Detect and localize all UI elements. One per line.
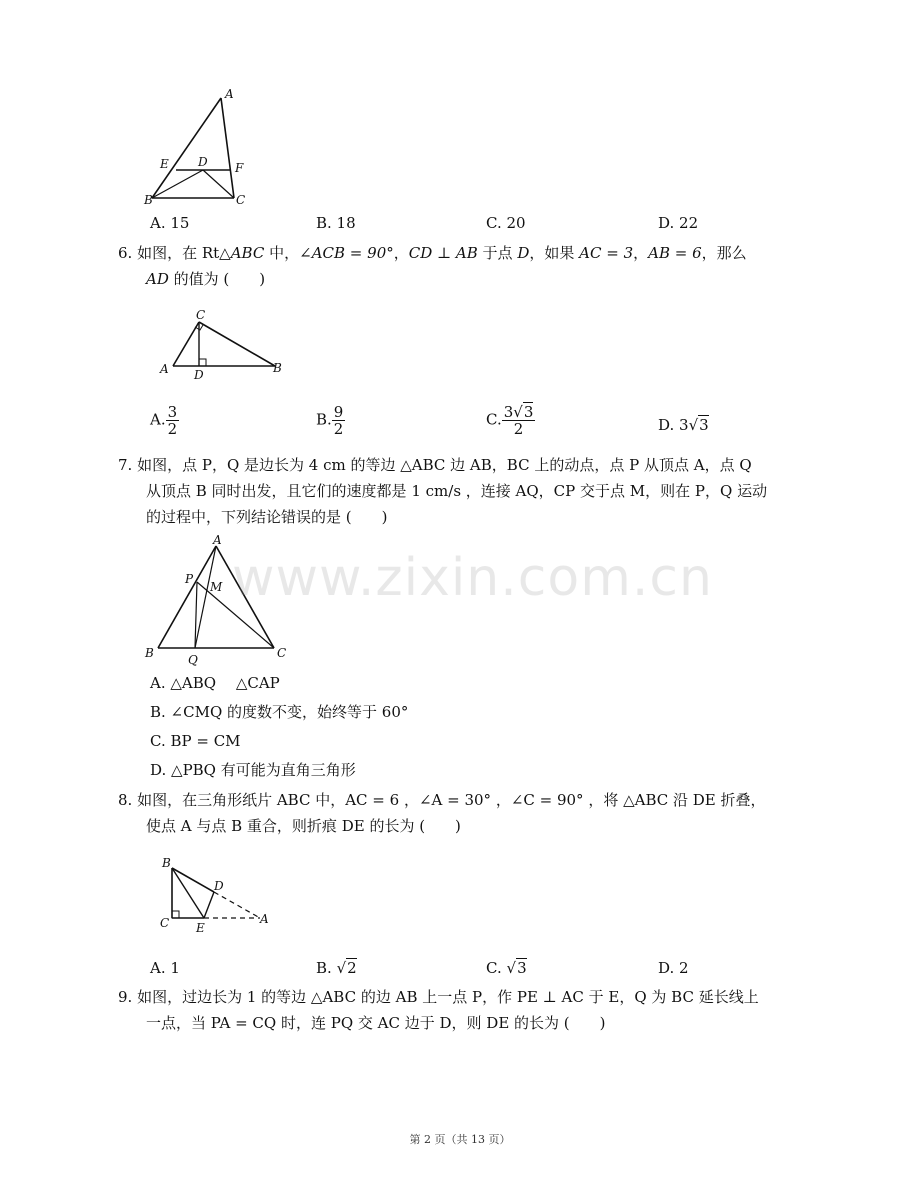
q8-edge-de	[204, 892, 214, 918]
q7-stem-line1: 7. 如图，点 P，Q 是边长为 4 cm 的等边 △ABC 边 AB，BC 上的动点，点 P 从顶点 A，点 Q	[118, 456, 752, 474]
q5-label-d: D	[198, 155, 208, 169]
q9-stem-line2: 一点，当 PA = CQ 时，连 PQ 交 AC 边于 D，则 DE 的长为 ( )	[146, 1014, 606, 1032]
watermark: www.zixin.com.cn	[232, 548, 713, 608]
q5-edge-dc	[203, 170, 234, 198]
q6-option-b: B. $\frac{9}{2}$	[316, 403, 344, 438]
q5-option-a: A. 15	[150, 214, 190, 232]
q7-stem-line3: 的过程中，下列结论错误的是 ( )	[146, 508, 388, 526]
q8-edge-bd	[172, 868, 214, 892]
q5-edge-bd	[152, 170, 203, 198]
q6-stem-line2: AD 的值为 ( )	[146, 270, 266, 288]
q6-right-angle-d	[199, 359, 206, 366]
q8-stem-line2: 使点 A 与点 B 重合，则折痕 DE 的长为 ( )	[146, 817, 461, 835]
q8-option-c: C. √3	[486, 959, 527, 977]
q8-option-b: B. √2	[316, 959, 357, 977]
q5-edge-ac	[221, 98, 234, 198]
q5-label-e: E	[160, 157, 169, 171]
q5-label-b: B	[144, 193, 153, 207]
q7-label-p: P	[185, 572, 194, 586]
q6-label-b: B	[273, 361, 282, 375]
q7-stem-line2: 从顶点 B 同时出发，且它们的速度都是 1 cm/s ，连接 AQ，CP 交于点 M，则在 P，Q 运动	[146, 482, 768, 500]
q8-right-angle-c	[172, 911, 179, 918]
q5-figure	[140, 86, 260, 210]
q6-edge-ac	[173, 322, 199, 366]
q6-option-a: A. $\frac{3}{2}$	[150, 403, 178, 438]
q6-edge-cb	[199, 322, 275, 366]
page-footer: 第 2 页（共 13 页）	[409, 1133, 511, 1146]
q8-label-b: B	[162, 856, 171, 870]
q6-label-a: A	[160, 362, 169, 376]
q7-option-d: D. △PBQ 有可能为直角三角形	[150, 761, 356, 779]
q9-stem-line1: 9. 如图，过边长为 1 的等边 △ABC 的边 AB 上一点 P，作 PE ⊥ AC 于 E，Q 为 BC 延长线上	[118, 988, 759, 1006]
q6-stem-line1: 6. 如图，在 Rt△ABC 中，∠ACB = 90°，CD ⊥ AB 于点 D，如果 AC = 3，AB = 6，那么	[118, 244, 747, 262]
q8-label-d: D	[214, 879, 224, 893]
q8-stem-line1: 8. 如图，在三角形纸片 ABC 中，AC = 6 ，∠A = 30° ，∠C = 90° ，将 △ABC 沿 DE 折叠，	[118, 791, 766, 809]
q5-label-a: A	[225, 87, 234, 101]
q7-edge-ab	[158, 546, 216, 648]
q7-option-a: A. △ABQ △CAP	[150, 674, 280, 692]
q6-option-c: C. $\frac{3√3}{2}$	[486, 403, 534, 438]
q7-label-c: C	[277, 646, 287, 660]
q8-edge-da-dashed	[214, 892, 260, 918]
q6-figure	[155, 306, 291, 382]
q8-label-c: C	[160, 916, 170, 930]
q7-label-q: Q	[188, 653, 198, 667]
q6-option-d: D. 3√3	[658, 416, 709, 434]
q7-label-b: B	[145, 646, 154, 660]
q7-label-m: M	[210, 580, 223, 594]
q5-label-c: C	[236, 193, 246, 207]
q5-option-c: C. 20	[486, 214, 526, 232]
q7-option-c: C. BP = CM	[150, 732, 241, 750]
q5-option-b: B. 18	[316, 214, 356, 232]
q8-label-e: E	[196, 921, 205, 935]
q6-label-c: C	[196, 308, 206, 322]
q8-figure	[150, 852, 280, 938]
q5-edge-ab	[152, 98, 221, 198]
q7-option-b: B. ∠CMQ 的度数不变，始终等于 60°	[150, 703, 409, 721]
q8-option-d: D. 2	[658, 959, 689, 977]
q8-option-a: A. 1	[150, 959, 180, 977]
q7-label-a: A	[213, 533, 222, 547]
q5-option-d: D. 22	[658, 214, 699, 232]
q8-label-a: A	[260, 912, 269, 926]
q7-edge-aq	[195, 546, 216, 648]
q5-label-f: F	[235, 161, 244, 175]
q6-label-d: D	[194, 368, 204, 382]
